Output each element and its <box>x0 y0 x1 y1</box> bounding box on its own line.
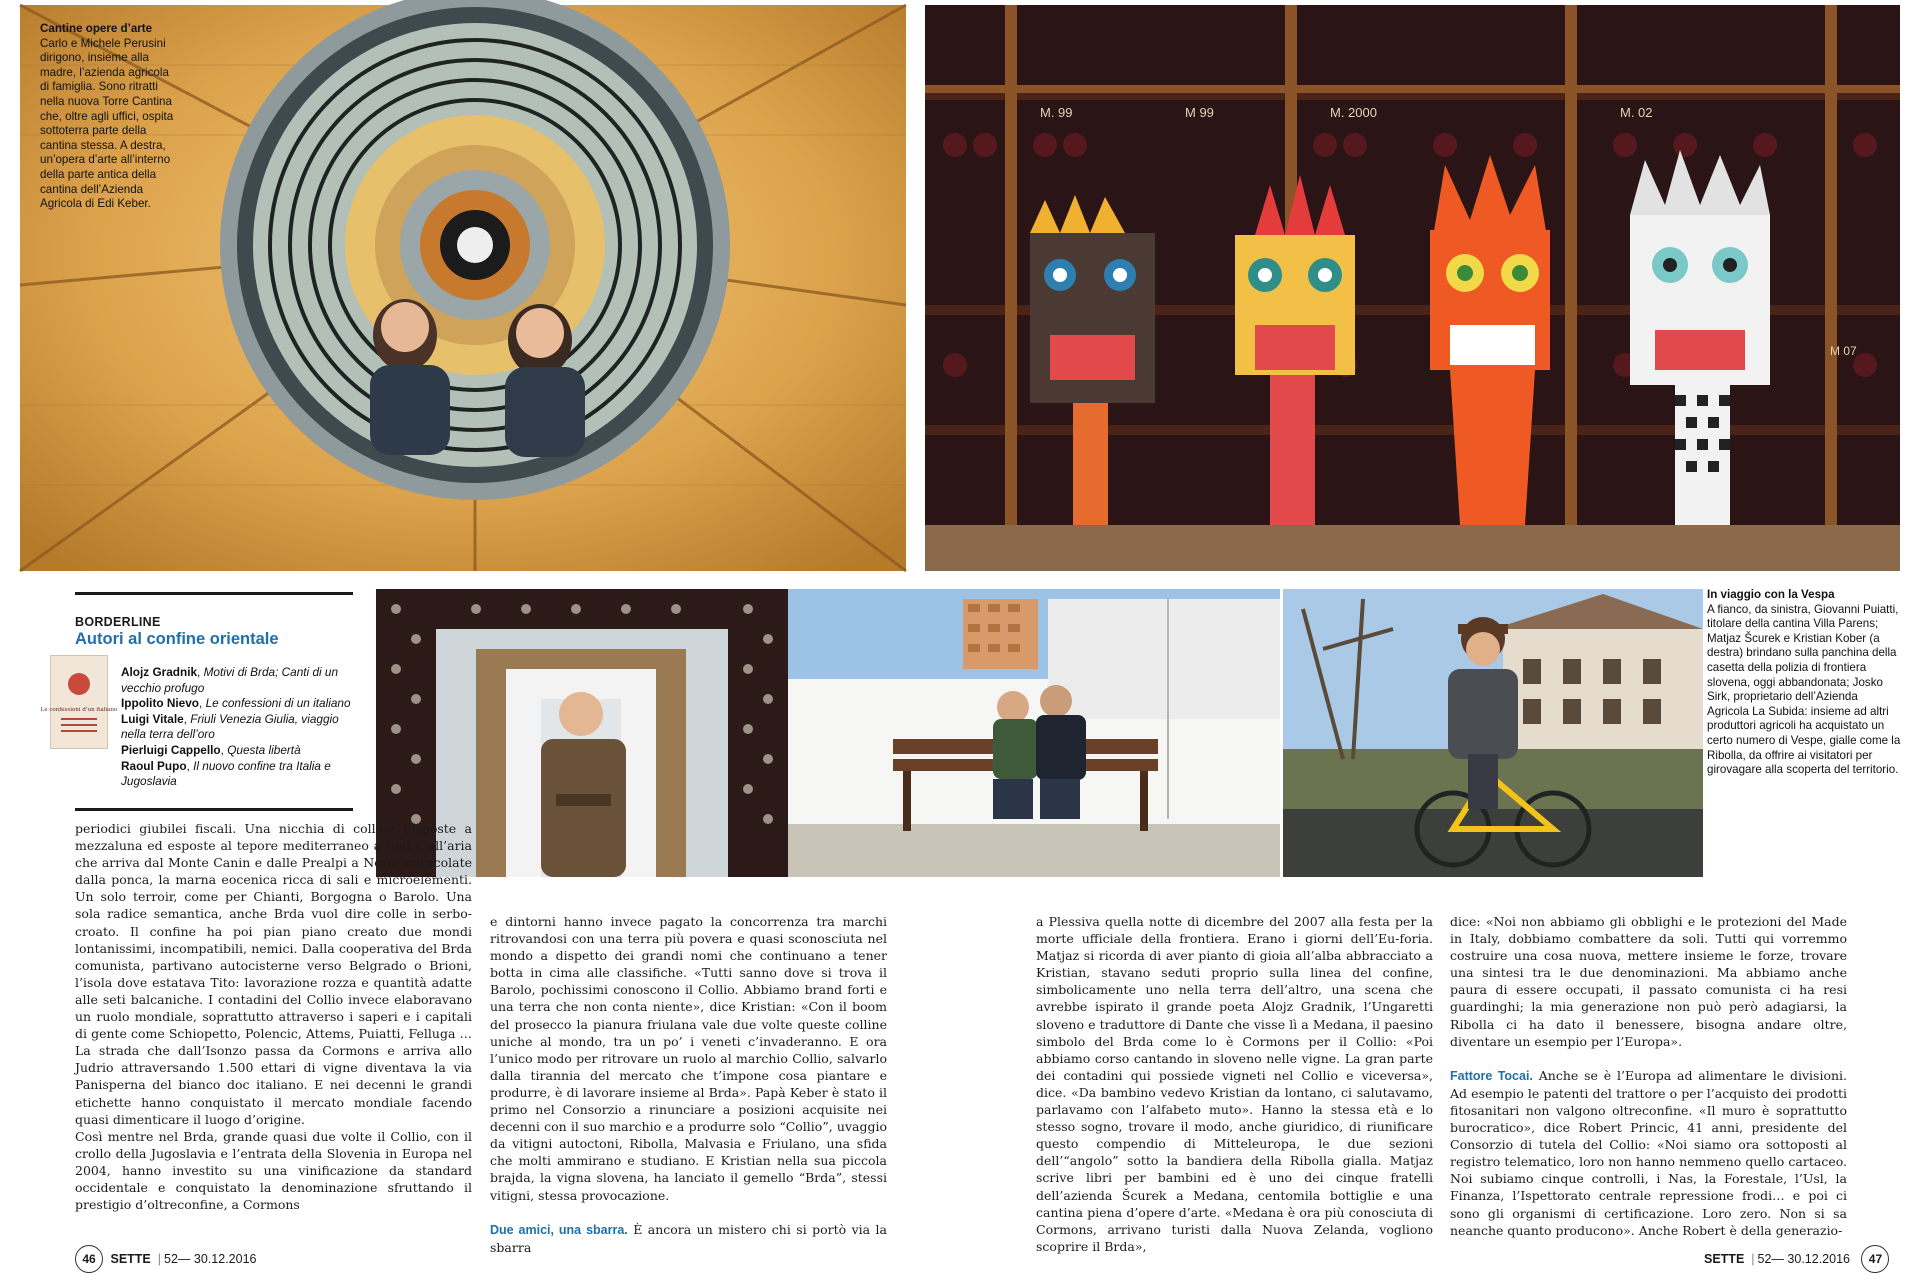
article-column-2 <box>490 913 887 1256</box>
photo-man-on-bicycle <box>1283 589 1703 877</box>
photo-cellar-artworks <box>925 5 1900 571</box>
article-column-1 <box>75 820 472 1213</box>
sidebar-book-list <box>121 665 356 790</box>
shelf-label: M 07 <box>1830 344 1857 358</box>
book-author: Raoul Pupo <box>121 758 187 773</box>
shelf-label: M. 99 <box>1040 105 1073 120</box>
folio-right: SETTE | 52— 30.12.2016 47 <box>1700 1245 1889 1273</box>
book-entry: Alojz Gradnik, Motivi di Brda; Canti di un vecchio profugo <box>121 665 339 695</box>
issue-info: 52— 30.12.2016 <box>1757 1252 1850 1266</box>
article-paragraph: dice: «Noi non abbiamo gli obblighi e le protezioni del Made in Italy, dobbiamo combattere da soli. Tutti qui vorremmo costruire una cosa nuova, mettere insieme le forze, trovare una sintesi tra le due denominazioni. Ma abbiamo anche paura di essere occupati, il passato comunista ci ha resi guardinghi; la mia generazione non può però adagiarsi, la Ribolla ci ha dato il benessere, bisogna andare oltre, diventare un esempio per l’Europa». <box>1450 914 1847 1049</box>
paragraph-text: Anche se è l’Europa ad alimentare le divisioni. Ad esempio le patenti del trattore o per l’acquisto dei prodotti fitosanitari non valgono oltreconfine. «Il muro è soprattutto burocratico», dice Robert Princic, 41 anni, presidente del Consorzio di tutela del Collio: «Noi siamo ora sottoposti al registro telematico, loro non hanno nemmeno quello cartaceo. Noi subiamo cinque controlli, i Nas, la Forestale, l’Usl, la Finanza, l’Ispettorato centrale repressione frodi… e poi ci sono gli organismi di certificazione. Loro zero. Non si sa neanche quanto producono». Anche Robert è della generazio- <box>1450 1067 1847 1238</box>
shelf-label: M. 02 <box>1620 105 1653 120</box>
caption-title: In viaggio con la Vespa <box>1707 588 1835 601</box>
caption-title: Cantine opere d’arte <box>40 22 153 35</box>
shelf-label: M 99 <box>1185 105 1214 120</box>
caption-text: Carlo e Michele Perusini dirigono, insieme alla madre, l’azienda agricola di famiglia. Sono ritratti nella nuova Torre Cantina che, oltre agli uffici, ospita sottoterra parte della cantina stessa. A destra, un’opera d’arte all’interno della parte antica della cantina dell’Azienda Agricola di Edi Keber. <box>40 36 174 211</box>
sidebar-borderline <box>75 592 353 649</box>
article-paragraph: Così mentre nel Brda, grande quasi due volte il Collio, con il crollo della Jugoslavia e l’entrata della Slovenia in Europa nel 2004, hanno investito su una vinificazione da standard occidentale e conquistato la denominazione sfruttando il prestigio d’oltreconfine, a Cormons <box>75 1128 472 1213</box>
issue-info: 52— 30.12.2016 <box>164 1252 257 1266</box>
book-cover-image <box>40 655 118 749</box>
book-entry: Luigi Vitale, Friuli Venezia Giulia, viaggio nella terra dell’oro <box>121 711 339 742</box>
book-entry: Ippolito Nievo, Le confessioni di un italiano <box>121 696 351 711</box>
book-author: Pierluigi Cappello <box>121 742 221 757</box>
sidebar-kicker: BORDERLINE <box>75 615 161 629</box>
book-title: Friuli Venezia Giulia, viaggio nella terra dell’oro <box>121 711 339 742</box>
sidebar-title: Autori al confine orientale <box>75 630 279 648</box>
magazine-name: SETTE <box>110 1252 151 1266</box>
book-title: Motivi di Brda; Canti di un vecchio profugo <box>121 665 339 695</box>
caption-vespa-trip <box>1707 588 1902 778</box>
page-number: 47 <box>1861 1245 1889 1273</box>
sidebar-bottom-rule <box>75 808 353 811</box>
folio-left: 46 SETTE | 52— 30.12.2016 <box>75 1245 256 1273</box>
page-number: 46 <box>75 1245 103 1273</box>
article-paragraph: a Plessiva quella notte di dicembre del 2007 alla festa per la morte ufficiale della frontiera. Erano i giorni dell’Eu-foria. Matjaz si ricorda di aver pianto di gioia all’alba abbracciato a Kristian, stavano seduti proprio sulla linea del confine, simbolicamente uno nella terra dell’altro, una scena che avrebbe ispirato il grande poeta Alojz Gradnik, l’Ungaretti sloveno e traduttore di Dante che visse lì a Medana, il paesino simbolo del Brda come lo è Cormons per il Collio: «Poi abbiamo corso cantando in sloveno nelle vigne. La gran parte dei contadini qui possiede vigneti nel Collio e viceversa», dice. «Da bambino vedevo Kristian da lontano, ci salutavamo, parlavamo con l’alfabeto muto». Hanno la stessa età e lo stesso sogno, trovare il modo, anche giuridico, di riunificare questo compendio di Mitteleuropa, le due sezioni dell’“angolo” sotto la bandiera della Ribolla gialla. Matjaz scrive libri per bambini ed è uno dei cinque fratelli dell’azienda Šcurek a Medana, centomila bottiglie e una cantina piena d’opere d’arte. «Medana è ora più conosciuta di Cormons, arrivano turisti dalla Nuova Zelanda, vogliono scoprire il Brda», <box>1036 914 1433 1254</box>
book-entry: Raoul Pupo, Il nuovo confine tra Italia e Jugoslavia <box>121 758 331 789</box>
book-entry: Pierluigi Cappello, Questa libertà <box>121 742 301 757</box>
inline-subheading: Fattore Tocai. <box>1450 1068 1533 1083</box>
article-column-4 <box>1450 913 1847 1239</box>
magazine-name: SETTE <box>1704 1252 1745 1266</box>
caption-text: A fianco, da sinistra, Giovanni Puiatti, titolare della cantina Villa Parens; Matjaz Šcurek e Kristian Kober (a destra) brindano sulla panchina della casetta della polizia di frontiera slovena, oggi abbandonata; Josko Sirk, proprietario dell’Azienda Agricola La Subida: insieme ad altri produttori agricoli ha acquistato un certo numero di Vespe, gialle come la Ribolla, da offrire ai visitatori per girovagare alla scoperta del territorio. <box>1707 602 1901 777</box>
book-title: Questa libertà <box>227 742 301 757</box>
paragraph-text: È ancora un mistero chi si portò via la sbarra <box>490 1221 887 1255</box>
article-column-3 <box>1036 913 1433 1255</box>
book-title: Le confessioni di un italiano <box>205 696 351 711</box>
book-author: Alojz Gradnik <box>121 665 198 679</box>
article-paragraph <box>490 1221 887 1256</box>
article-paragraph <box>1450 1067 1847 1239</box>
book-author: Luigi Vitale <box>121 711 184 726</box>
book-title: Il nuovo confine tra Italia e Jugoslavia <box>121 758 331 789</box>
article-paragraph: e dintorni hanno invece pagato la concorrenza tra marchi ritrovandosi con una terra più povera e quasi sconosciuta nel mondo a dispetto dei grandi nomi che continuano a tener botta in cima alle classifiche. «Tutti sanno dove si trova il Barolo, pochissimi conoscono il Collio. Abbiamo brand forti e una terra che non conta niente», dice Kristian: «Con il boom del prosecco la pianura friulana vale due volte queste colline uniche al mondo, tra un po’ i veneti c’invaderanno. E ora l’unico modo per ritrovare un ruolo al marchio Collio, salvarlo dalla tirannia del mercato che t’impone cosa piantare e produrre, è di lavorare insieme al Brda». Papà Keber è stato il primo nel Consorzio a rinunciare a posizioni acquisite nei decenni con il suo marchio e a produrre solo “Collio”, uvaggio da vitigni autoctoni, Ribolla, Malvasia e Friulano, una sfida che molti ammirano e studiano. E Kristian nella sua piccola brajda, la vigna slovena, ha lanciato il gemello “Brda”, stessi vitigni, stessa provocazione. <box>490 914 887 1203</box>
book-author: Ippolito Nievo <box>121 696 199 711</box>
book-cover-title: Le confessioni d’un italiano <box>40 707 118 713</box>
sidebar-top-rule <box>75 592 353 595</box>
article-paragraph: periodici giubilei fiscali. Una nicchia di colline disposte a mezzaluna ed esposte al tepore mediterraneo a Sud e all’aria che arriva dal Monte Canin e dalle Prealpi a Nord; miracolate dalla ponca, la marna eocenica ricca di sali e microelementi. Un solo terroir, come per Chianti, Borgogna o Barolo. Una sola radice semantica, anche Brda vuol dire colle in serbo-croato. Il confine ha poi pian piano creato due mondi lontanissimi, incompatibili, nemici. Dalla cooperativa del Brda comunista, partivano autocisterne verso Belgrado o Brioni, l’isola dove estatava Tito: lavorazione rozza e quantità adatte alle seti balcaniche. I contadini del Collio invece elaboravano un ruolo mondiale, soprattutto attraverso i saperi e i capitali di gente come Schiopetto, Polencic, Attems, Puiatti, Felluga … La strada che dall’Isonzo passa da Cormons e arriva allo Judrio attraversando 1.500 ettari di vigne diventava la via Panisperna del bianco doc italiano. E nei decenni le grandi etichette hanno conquistato il mercato mondiale facendo quasi dimenticare il luogo d’origine. <box>75 821 472 1127</box>
photo-two-friends-bench <box>788 589 1280 877</box>
caption-wine-cellars <box>40 22 180 212</box>
inline-subheading: Due amici, una sbarra. <box>490 1222 628 1237</box>
shelf-label: M. 2000 <box>1330 105 1377 120</box>
